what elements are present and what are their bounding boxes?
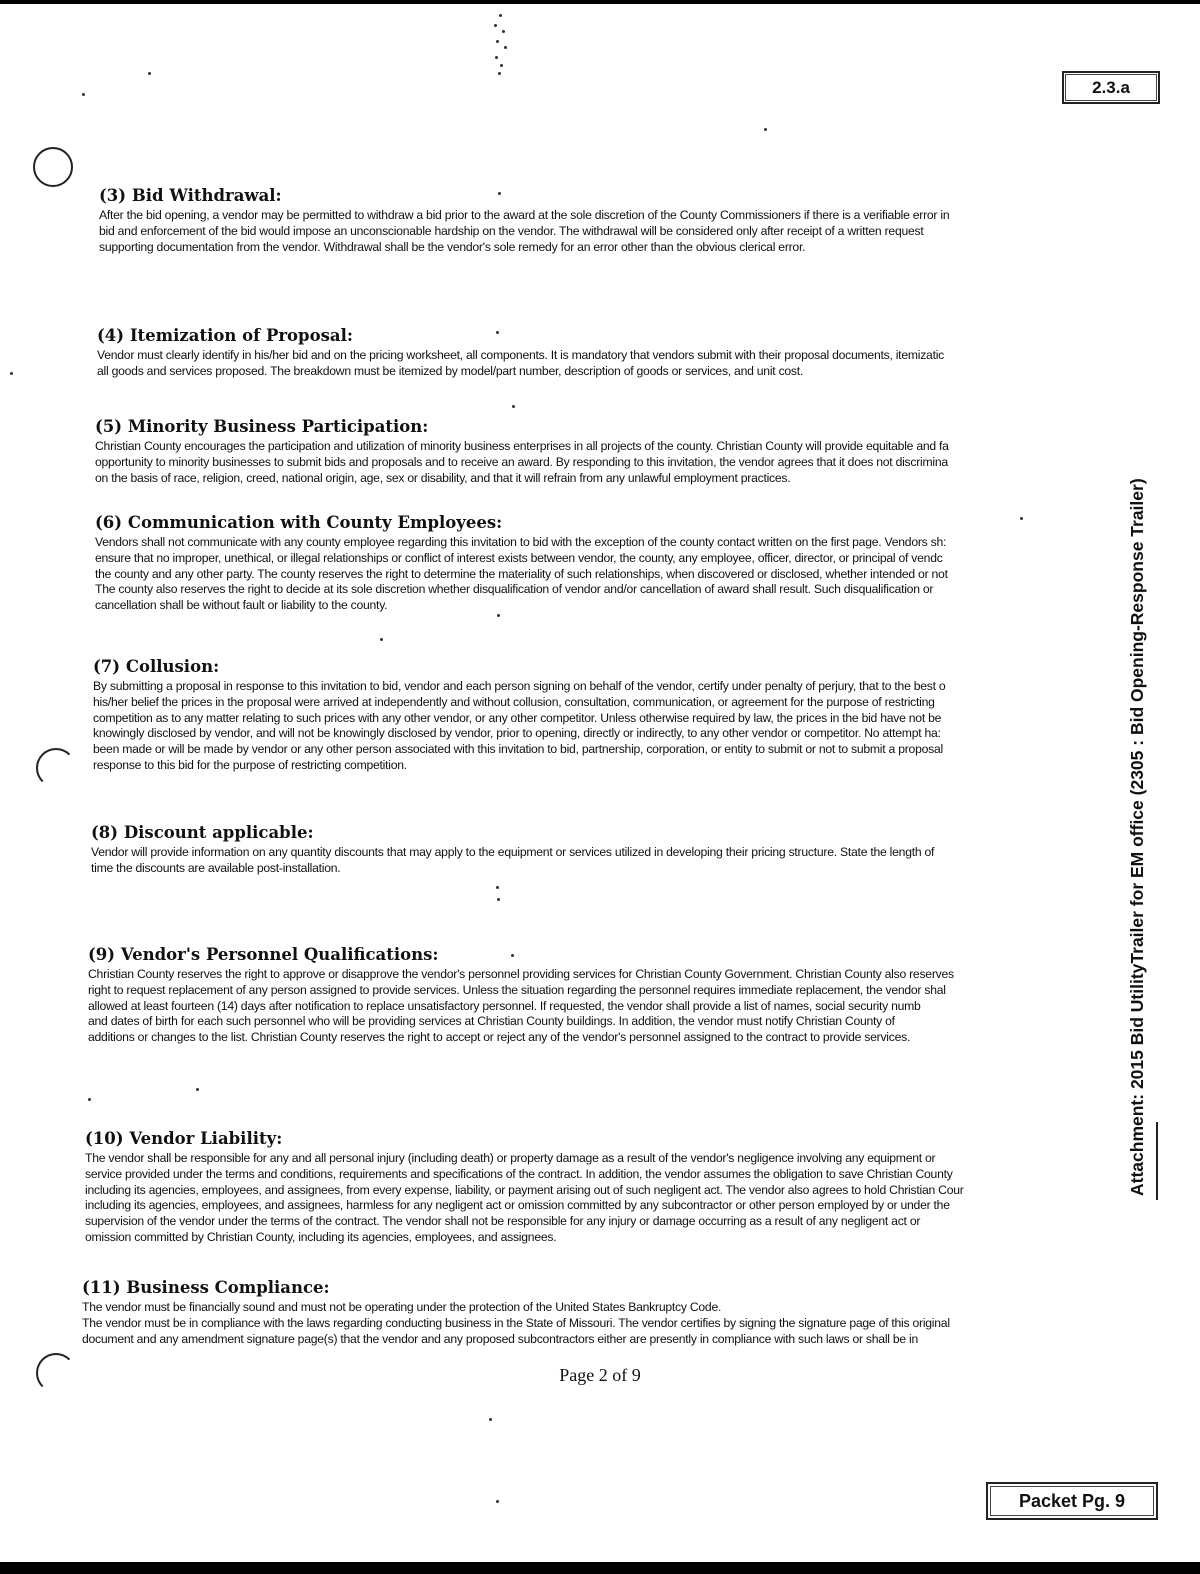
section-heading: (6) Communication with County Employees: bbox=[95, 513, 503, 532]
section-heading: (5) Minority Business Participation: bbox=[95, 417, 429, 436]
section-line: service provided under the terms and conditions, requirements and specifications of the contract. In addition, the vendor assumes the obligation to save Christian County bbox=[85, 1166, 953, 1181]
section-line: and dates of birth for each such personnel who will be providing services at Christian County buildings. In addition, the vendor must notify Christian County of bbox=[88, 1014, 895, 1029]
scan-speck bbox=[148, 72, 151, 75]
scan-speck bbox=[489, 1418, 492, 1421]
section-itemization bbox=[97, 326, 1137, 380]
attachment-badge: 2.3.a bbox=[1062, 71, 1160, 104]
section-line: The county also reserves the right to decide at its sole discretion whether disqualification of vendor and/or cancellation of award shall result. Such disqualification or bbox=[95, 582, 934, 597]
section-line: knowingly disclosed by vendor, and will not be knowingly disclosed by vendor, prior to opening, directly or indirectly, to any other vendor or competitor. No attempt ha: bbox=[93, 726, 941, 741]
section-line: The vendor must be in compliance with the laws regarding conducting business in the State of Missouri. The vendor certifies by signing the signature page of this original bbox=[82, 1315, 950, 1330]
section-collusion bbox=[93, 657, 1133, 774]
section-minority-business bbox=[95, 417, 1135, 486]
section-line: After the bid opening, a vendor may be permitted to withdraw a bid prior to the award at the sole discretion of the County Commissioners if there is a verifiable error in bbox=[99, 208, 950, 222]
section-line: Vendor must clearly identify in his/her bid and on the pricing worksheet, all components. It is mandatory that vendors submit with their proposal documents, itemizatic bbox=[97, 348, 945, 362]
section-heading: (3) Bid Withdrawal: bbox=[99, 186, 282, 205]
section-line: opportunity to minority businesses to submit bids and proposals and to receive an award. By responding to this invitation, the vendor agrees that it does not discrimina bbox=[95, 454, 948, 469]
scan-speck bbox=[496, 886, 499, 889]
section-line: time the discounts are available post-installation. bbox=[91, 860, 341, 875]
section-communication bbox=[95, 513, 1135, 614]
section-line: right to request replacement of any person assigned to provide services. Unless the situation regarding the personnel requires immediate replacement, the vendor shal bbox=[88, 982, 946, 997]
section-line: Christian County reserves the right to approve or disapprove the vendor's personnel providing services for Christian County Government. Christian County also reserves bbox=[88, 967, 954, 981]
section-line: on the basis of race, religion, creed, national origin, age, sex or disability, and that it will refrain from any unlawful employment practices. bbox=[95, 470, 791, 485]
section-heading: (11) Business Compliance: bbox=[82, 1278, 330, 1297]
scan-speck bbox=[196, 1088, 199, 1091]
section-heading: (4) Itemization of Proposal: bbox=[97, 326, 353, 345]
section-heading: (8) Discount applicable: bbox=[91, 823, 314, 842]
side-margin-line bbox=[1156, 1122, 1158, 1200]
section-line: including its agencies, employees, and assignees, from every expense, liability, or payment arising out of such negligent act. The vendor also agrees to hold Christian Cour bbox=[85, 1182, 964, 1197]
section-line: bid and enforcement of the bid would impose an unconscionable hardship on the vendor. The withdrawal will be considered only after receipt of a written request bbox=[99, 223, 924, 238]
section-bid-withdrawal bbox=[99, 186, 1139, 255]
section-line: supporting documentation from the vendor. Withdrawal shall be the vendor's sole remedy for an error other than the obvious clerical error. bbox=[99, 239, 806, 254]
attachment-side-note: Attachment: 2015 Bid UtilityTrailer for EM office (2305 : Bid Opening-Response Trailer) bbox=[1127, 478, 1147, 1196]
section-line: all goods and services proposed. The breakdown must be itemized by model/part number, description of goods or services, and unit cost. bbox=[97, 363, 804, 378]
scan-speck bbox=[497, 898, 500, 901]
section-line: ensure that no improper, unethical, or illegal relationships or conflict of interest exists between vendor, the county, any employee, officer, director, or principal of vendc bbox=[95, 550, 943, 565]
section-heading: (7) Collusion: bbox=[93, 657, 220, 676]
scan-speck bbox=[512, 405, 515, 408]
section-line: additions or changes to the list. Christian County reserves the right to accept or reject any of the vendor's personnel assigned to the contract to provide services. bbox=[88, 1030, 911, 1045]
scan-mark bbox=[486, 12, 514, 78]
section-business-compliance bbox=[82, 1278, 1122, 1347]
bottom-rule bbox=[0, 1562, 1200, 1574]
scan-speck bbox=[498, 192, 501, 195]
scan-speck bbox=[764, 128, 767, 131]
section-line: competition as to any matter relating to such prices with any other vendor, or any other competitor. Unless otherwise required by law, the prices in the bid have not be bbox=[93, 710, 942, 725]
section-line: Vendor will provide information on any quantity discounts that may apply to the equipment or services utilized in developing their pricing structure. State the length of bbox=[91, 845, 935, 859]
section-line: including its agencies, employees, and assignees, harmless for any negligent act or omission committed by any subcontractor or other person employed by or under the bbox=[85, 1198, 950, 1213]
section-line: By submitting a proposal in response to this invitation to bid, vendor and each person signing on behalf of the vendor, certify under penalty of perjury, that to the best o bbox=[93, 679, 946, 693]
section-line: Christian County encourages the participation and utilization of minority business enterprises in all projects of the county. Christian County will provide equitable and fa bbox=[95, 439, 949, 453]
scan-speck bbox=[496, 331, 499, 334]
page-number: Page 2 of 9 bbox=[559, 1365, 641, 1385]
section-line: supervision of the vendor under the terms of the contract. The vendor shall not be responsible for any injury or damage occurring as a result of any negligent act or bbox=[85, 1214, 921, 1229]
section-line: The vendor shall be responsible for any and all personal injury (including death) or property damage as a result of the vendor's negligence involving any equipment or bbox=[85, 1151, 936, 1165]
scan-speck bbox=[88, 1098, 91, 1101]
section-line: the county and any other party. The county reserves the right to determine the materiality of such relationships, when discovered or disclosed, whether intended or not bbox=[95, 566, 948, 581]
scan-speck bbox=[380, 638, 383, 641]
section-vendor-liability bbox=[85, 1129, 1125, 1246]
section-heading: (9) Vendor's Personnel Qualifications: bbox=[88, 945, 439, 964]
section-discount bbox=[91, 823, 1131, 877]
scan-speck bbox=[1020, 517, 1023, 520]
scan-speck bbox=[497, 614, 500, 617]
punch-hole bbox=[36, 748, 76, 788]
packet-page-badge: Packet Pg. 9 bbox=[986, 1482, 1158, 1520]
section-line: Vendors shall not communicate with any county employee regarding this invitation to bid with the exception of the county contact written on the first page. Vendors sh: bbox=[95, 535, 947, 549]
scan-speck bbox=[10, 372, 13, 375]
top-rule bbox=[0, 0, 1200, 4]
punch-hole bbox=[33, 147, 73, 187]
section-heading: (10) Vendor Liability: bbox=[85, 1129, 283, 1148]
scan-speck bbox=[82, 93, 85, 96]
section-line: The vendor must be financially sound and must not be operating under the protection of the United States Bankruptcy Code. bbox=[82, 1300, 722, 1314]
section-line: allowed at least fourteen (14) days after notification to replace unsatisfactory personnel. If requested, the vendor shall provide a list of names, social security numb bbox=[88, 998, 921, 1013]
scan-speck bbox=[511, 954, 514, 957]
section-personnel bbox=[88, 945, 1128, 1046]
section-line: document and any amendment signature page(s) that the vendor and any proposed subcontractors either are presently in compliance with such laws or shall be in bbox=[82, 1331, 919, 1346]
scan-speck bbox=[496, 1500, 499, 1503]
section-line: his/her belief the prices in the proposal were arrived at independently and without collusion, consultation, communication, or agreement for the purpose of restricting bbox=[93, 694, 935, 709]
section-line: cancellation shall be without fault or liability to the county. bbox=[95, 598, 388, 613]
section-line: omission committed by Christian County, including its agencies, employees, and assignees. bbox=[85, 1229, 557, 1244]
section-line: been made or will be made by vendor or any other person associated with this invitation to bid, partnership, corporation, or entity to submit or not to submit a proposal bbox=[93, 742, 943, 757]
section-line: response to this bid for the purpose of restricting competition. bbox=[93, 757, 407, 772]
